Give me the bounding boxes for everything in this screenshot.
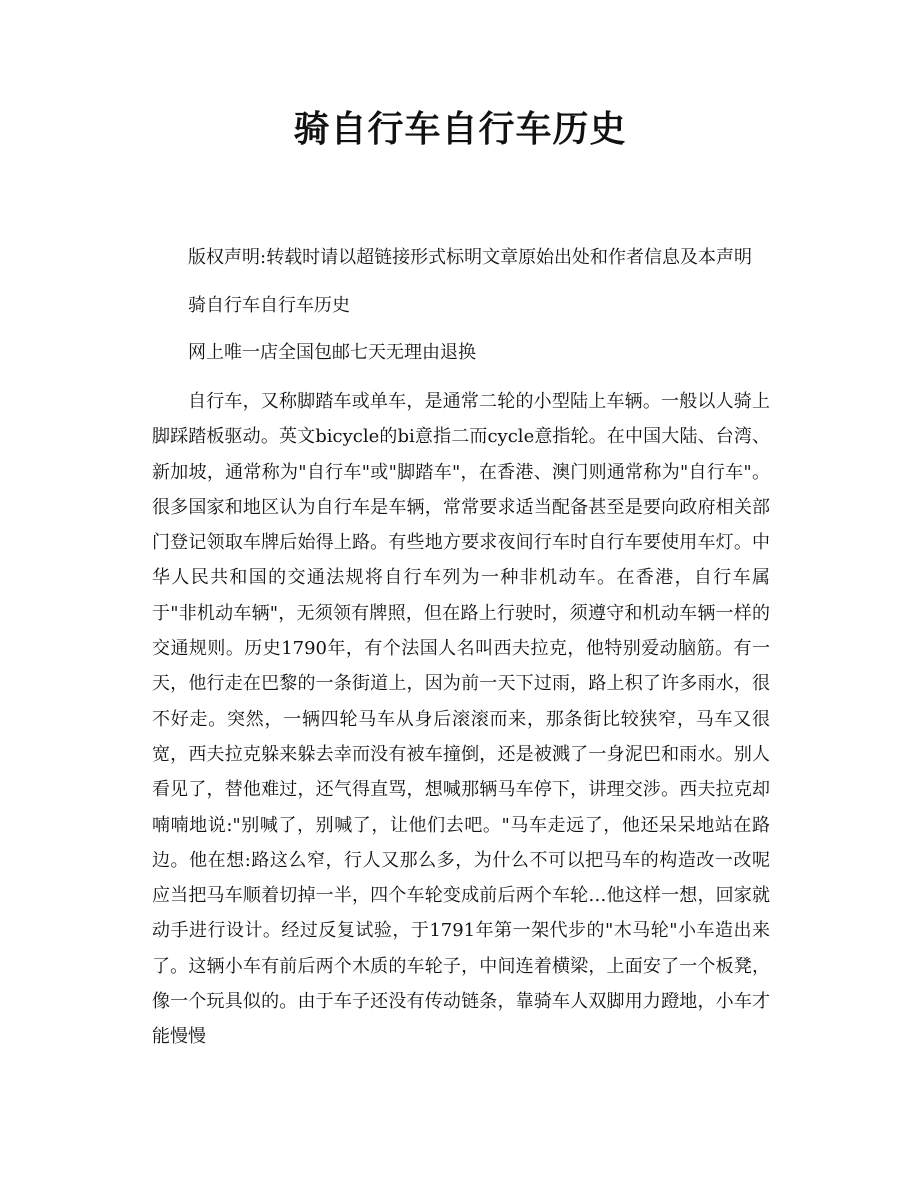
document-subtitle: 骑自行车自行车历史 xyxy=(188,295,350,316)
document-title: 骑自行车自行车历史 xyxy=(293,109,627,150)
copyright-notice: 版权声明:转载时请以超链接形式标明文章原始出处和作者信息及本声明 xyxy=(188,247,753,268)
promo-line: 网上唯一店全国包邮七天无理由退换 xyxy=(188,342,476,363)
body-paragraph: 自行车，又称脚踏车或单车，是通常二轮的小型陆上车辆。一般以人骑上脚踩踏板驱动。英文bicycle的bi意指二而cycle意指轮。在中国大陆、台湾、新加坡，通常称为"自行车"或"脚踏车"，在香港、澳门则通常称为"自行车"。很多国家和地区认为自行车是车辆，常常要求适当配备甚至是要向政府相关部门登记领取车牌后始得上路。有些地方要求夜间行车时自行车要使用车灯。中华人民共和国的交通法规将自行车列为一种非机动车。在香港，自行车属于"非机动车辆"，无须领有牌照，但在路上行驶时，须遵守和机动车辆一样的交通规则。历史1790年，有个法国人名叫西夫拉克，他特别爱动脑筋。有一天，他行走在巴黎的一条街道上，因为前一天下过雨，路上积了许多雨水，很不好走。突然，一辆四轮马车从身后滚滚而来，那条街比较狭窄，马车又很宽，西夫拉克躲来躲去幸而没有被车撞倒，还是被溅了一身泥巴和雨水。别人看见了，替他难过，还气得直骂，想喊那辆马车停下，讲理交涉。西夫拉克却喃喃地说:"别喊了，别喊了，让他们去吧。"马车走远了，他还呆呆地站在路边。他在想:路这么窄，行人又那么多，为什么不可以把马车的构造改一改呢应当把马车顺着切掉一半，四个车轮变成前后两个车轮…他这样一想，回家就动手进行设计。经过反复试验，于1791年第一架代步的"木马轮"小车造出来了。这辆小车有前后两个木质的车轮子，中间连着横梁，上面安了一个板凳，像一个玩具似的。由于车子还没有传动链条，靠骑车人双脚用力蹬地，小车才能慢慢 xyxy=(152,391,770,1048)
